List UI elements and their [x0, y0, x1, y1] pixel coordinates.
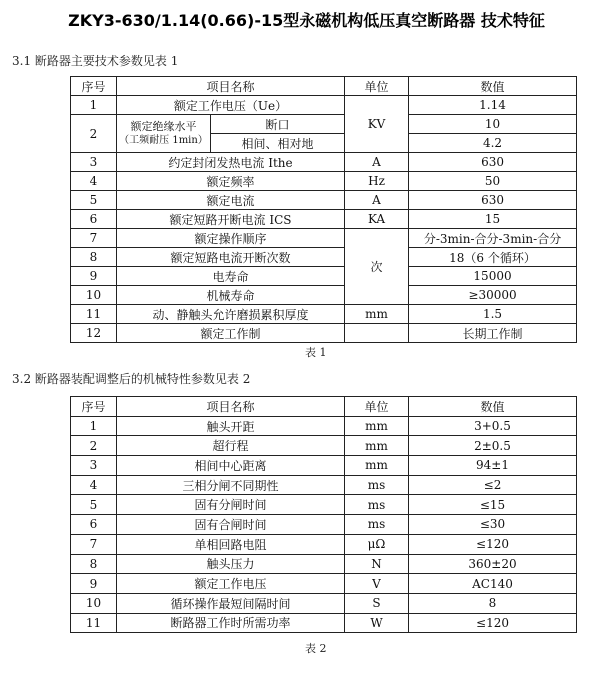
item-name: 单相回路电阻 — [117, 534, 345, 554]
item-name-note: （工频耐压 1min） — [119, 135, 208, 146]
item-name-group — [117, 115, 211, 153]
row-number: 3 — [71, 456, 117, 476]
header-cell: 序号 — [71, 77, 117, 96]
page-title: ZKY3-630/1.14(0.66)-15型永磁机构低压真空断路器 技术特征 — [68, 11, 545, 30]
table-row — [71, 324, 577, 343]
value-cell: 94±1 — [409, 456, 577, 476]
row-number: 4 — [71, 172, 117, 191]
table-row — [71, 593, 577, 613]
item-name: 超行程 — [117, 436, 345, 456]
unit-cell: A — [345, 153, 409, 172]
unit-cell: A — [345, 191, 409, 210]
row-number: 8 — [71, 554, 117, 574]
header-cell: 项目名称 — [117, 397, 345, 417]
table-header-row — [71, 77, 577, 96]
value-cell: ≥30000 — [409, 286, 577, 305]
value-cell: ≤120 — [409, 613, 577, 633]
header-cell: 数值 — [409, 397, 577, 417]
section-heading-2: 3.2 断路器装配调整后的机械特性参数见表 2 — [12, 372, 251, 386]
table-row — [71, 456, 577, 476]
value-cell: ≤2 — [409, 475, 577, 495]
value-cell: 15 — [409, 210, 577, 229]
row-number: 8 — [71, 248, 117, 267]
unit-cell: S — [345, 593, 409, 613]
header-cell: 数值 — [409, 77, 577, 96]
item-name: 三相分闸不同期性 — [117, 475, 345, 495]
table-row — [71, 267, 577, 286]
value-cell: ≤15 — [409, 495, 577, 515]
unit-cell: ms — [345, 515, 409, 535]
unit-cell: μΩ — [345, 534, 409, 554]
spec-table-1 — [70, 76, 577, 343]
row-number: 3 — [71, 153, 117, 172]
table-row — [71, 210, 577, 229]
row-number: 10 — [71, 286, 117, 305]
value-cell: 360±20 — [409, 554, 577, 574]
sub-item-name: 相间、相对地 — [211, 134, 345, 153]
row-number: 9 — [71, 574, 117, 594]
unit-cell: ms — [345, 495, 409, 515]
row-number: 4 — [71, 475, 117, 495]
table-row — [71, 534, 577, 554]
item-name: 额定工作电压 — [117, 574, 345, 594]
item-name: 动、静触头允许磨损累积厚度 — [117, 305, 345, 324]
table-header-row — [71, 397, 577, 417]
table-row — [71, 436, 577, 456]
unit-cell: ms — [345, 475, 409, 495]
header-cell: 单位 — [345, 77, 409, 96]
table-row — [71, 248, 577, 267]
row-number: 1 — [71, 96, 117, 115]
header-cell: 单位 — [345, 397, 409, 417]
item-name: 固有分闸时间 — [117, 495, 345, 515]
item-name: 机械寿命 — [117, 286, 345, 305]
table-row — [71, 172, 577, 191]
value-cell: 分-3min-合分-3min-合分 — [409, 229, 577, 248]
value-cell: 18（6 个循环） — [409, 248, 577, 267]
row-number: 7 — [71, 534, 117, 554]
row-number: 12 — [71, 324, 117, 343]
value-cell: 50 — [409, 172, 577, 191]
section-heading-1: 3.1 断路器主要技术参数见表 1 — [12, 54, 179, 68]
table-row — [71, 554, 577, 574]
table-row — [71, 475, 577, 495]
item-name: 循环操作最短间隔时间 — [117, 593, 345, 613]
item-name: 约定封闭发热电流 Ithe — [117, 153, 345, 172]
unit-cell: Hz — [345, 172, 409, 191]
unit-cell: KV — [345, 96, 409, 153]
value-cell: 630 — [409, 191, 577, 210]
item-name: 额定操作顺序 — [117, 229, 345, 248]
unit-cell: 次 — [345, 229, 409, 305]
value-cell: ≤30 — [409, 515, 577, 535]
item-name: 额定短路开断电流 ICS — [117, 210, 345, 229]
value-cell: 10 — [409, 115, 577, 134]
row-number: 7 — [71, 229, 117, 248]
unit-cell — [345, 324, 409, 343]
unit-cell: KA — [345, 210, 409, 229]
item-name: 额定工作电压（Ue） — [117, 96, 345, 115]
table-row — [71, 229, 577, 248]
table-row — [71, 574, 577, 594]
item-name: 断路器工作时所需功率 — [117, 613, 345, 633]
unit-cell: mm — [345, 305, 409, 324]
unit-cell: N — [345, 554, 409, 574]
value-cell: 3+0.5 — [409, 416, 577, 436]
item-name: 相间中心距离 — [117, 456, 345, 476]
item-name: 额定电流 — [117, 191, 345, 210]
unit-cell: W — [345, 613, 409, 633]
spec-table-2 — [70, 396, 577, 633]
item-name: 额定短路电流开断次数 — [117, 248, 345, 267]
item-name: 额定频率 — [117, 172, 345, 191]
value-cell: 630 — [409, 153, 577, 172]
value-cell: 4.2 — [409, 134, 577, 153]
item-name: 触头压力 — [117, 554, 345, 574]
table-row — [71, 613, 577, 633]
item-name: 触头开距 — [117, 416, 345, 436]
row-number: 5 — [71, 495, 117, 515]
table-row — [71, 153, 577, 172]
item-name: 额定工作制 — [117, 324, 345, 343]
table-row — [71, 96, 577, 115]
row-number: 2 — [71, 436, 117, 456]
item-name: 电寿命 — [117, 267, 345, 286]
value-cell: ≤120 — [409, 534, 577, 554]
row-number: 10 — [71, 593, 117, 613]
table-caption-1: 表 1 — [305, 346, 327, 359]
table-caption-2: 表 2 — [305, 642, 327, 655]
row-number: 11 — [71, 305, 117, 324]
row-number: 9 — [71, 267, 117, 286]
value-cell: 1.14 — [409, 96, 577, 115]
row-number: 6 — [71, 210, 117, 229]
table-row — [71, 115, 577, 134]
item-name: 固有合闸时间 — [117, 515, 345, 535]
row-number: 11 — [71, 613, 117, 633]
row-number: 6 — [71, 515, 117, 535]
unit-cell: mm — [345, 436, 409, 456]
table-row — [71, 191, 577, 210]
header-cell: 项目名称 — [117, 77, 345, 96]
value-cell: AC140 — [409, 574, 577, 594]
value-cell: 1.5 — [409, 305, 577, 324]
row-number: 1 — [71, 416, 117, 436]
value-cell: 长期工作制 — [409, 324, 577, 343]
unit-cell: mm — [345, 416, 409, 436]
item-name: 额定绝缘水平 — [130, 120, 197, 133]
value-cell: 8 — [409, 593, 577, 613]
table-row — [71, 416, 577, 436]
value-cell: 2±0.5 — [409, 436, 577, 456]
unit-cell: mm — [345, 456, 409, 476]
table-row — [71, 305, 577, 324]
unit-cell: V — [345, 574, 409, 594]
sub-item-name: 断口 — [211, 115, 345, 134]
table-row — [71, 286, 577, 305]
table-row — [71, 515, 577, 535]
row-number: 2 — [71, 115, 117, 153]
row-number: 5 — [71, 191, 117, 210]
table-row — [71, 495, 577, 515]
header-cell: 序号 — [71, 397, 117, 417]
value-cell: 15000 — [409, 267, 577, 286]
